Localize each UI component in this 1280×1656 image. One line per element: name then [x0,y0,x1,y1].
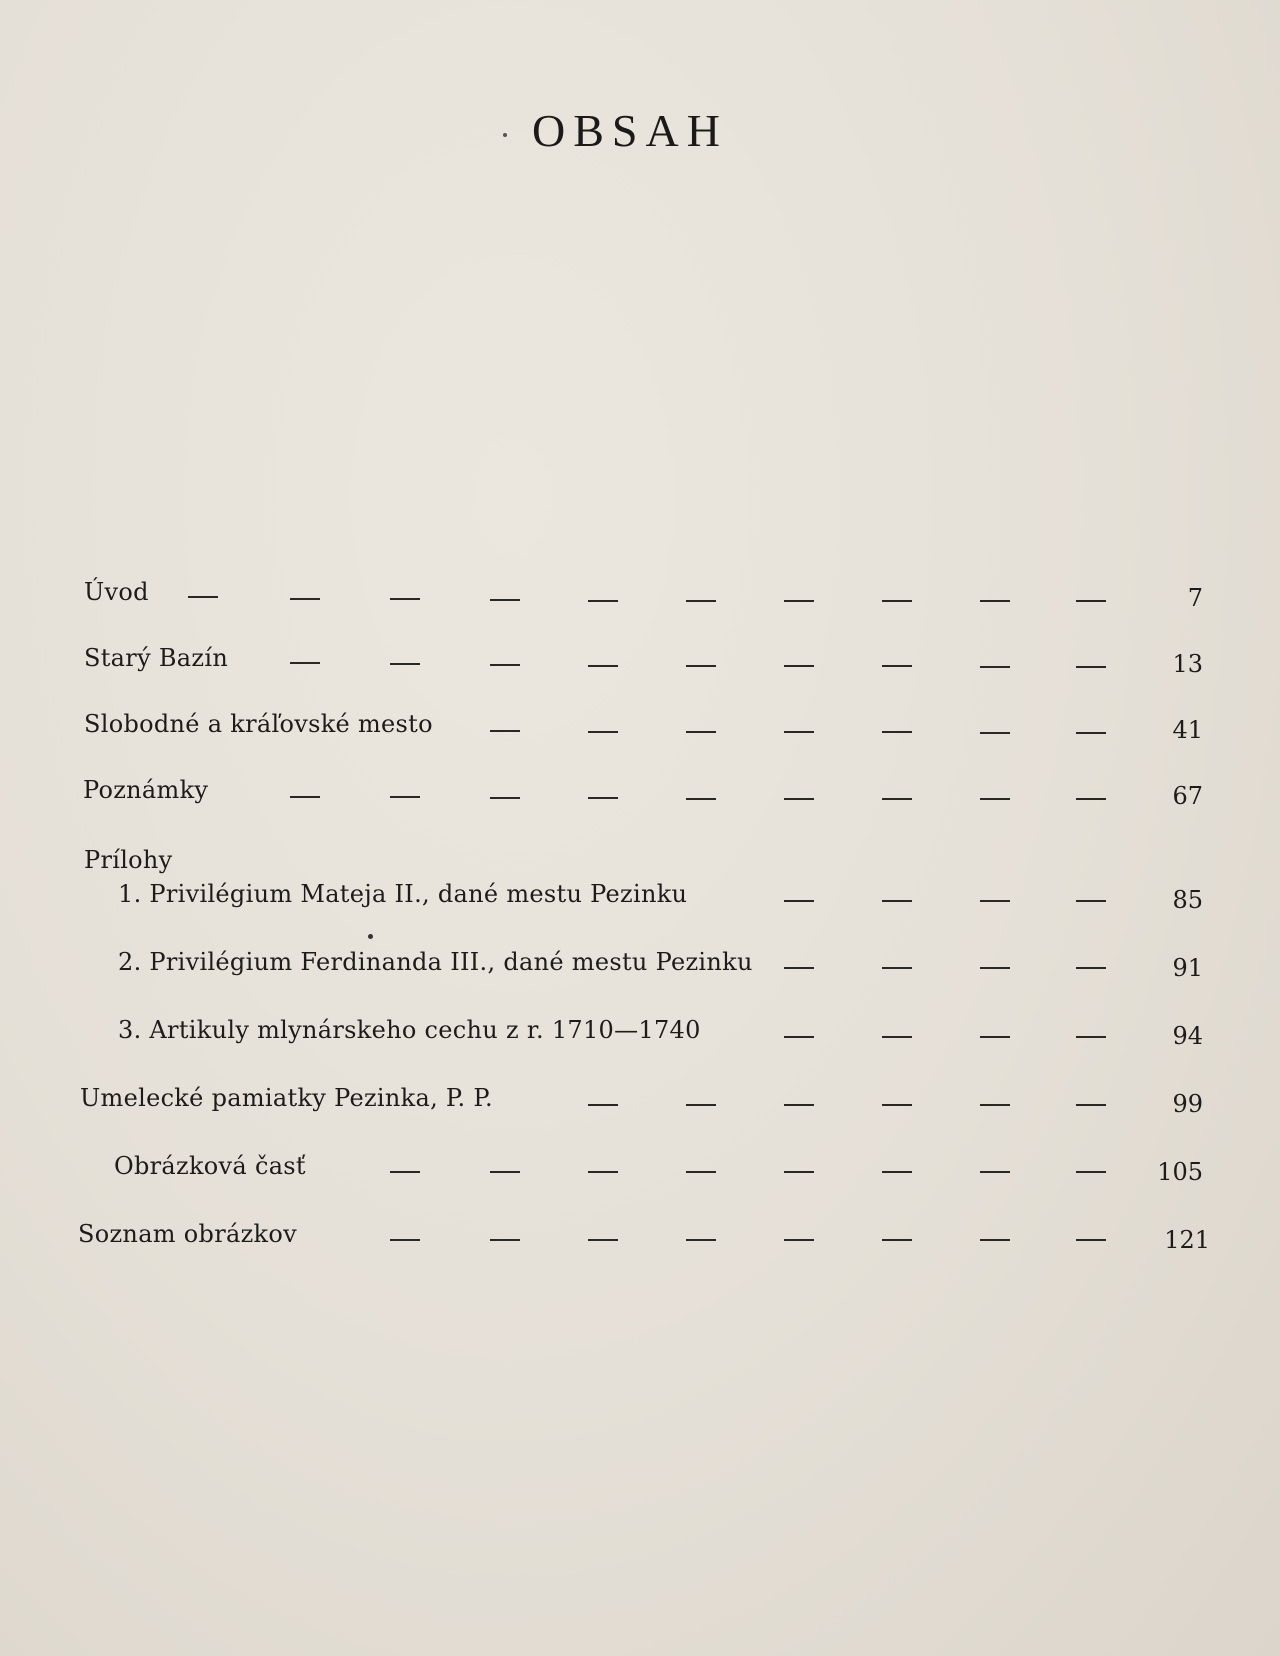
ink-speck [368,934,373,939]
toc-entry-priloha-1 [0,880,1280,920]
toc-entry-label: Slobodné a kráľovské mesto [84,710,433,738]
toc-entry-priloha-2 [0,948,1280,988]
toc-entry-page-number: 91 [1172,954,1203,982]
toc-entry-page-number: 94 [1172,1022,1203,1050]
toc-section-label: Prílohy [84,846,173,874]
toc-entry-page-number: 41 [1172,716,1203,744]
toc-entry-label: Obrázková časť [114,1152,306,1180]
page-title: OBSAH [532,105,728,156]
toc-entry-label: Starý Bazín [84,644,229,672]
toc-entry-label: 2. Privilégium Ferdinanda III., dané mestu Pezinku [118,948,753,976]
toc-entry-label: Poznámky [83,776,209,804]
toc-entry-label: 1. Privilégium Mateja II., dané mestu Pezinku [118,880,688,908]
toc-entry-label: Umelecké pamiatky Pezinka, P. P. [80,1084,493,1112]
toc-entry-page-number: 121 [1164,1226,1210,1254]
toc-entry-uvod [0,578,1280,618]
toc-entry-label: Soznam obrázkov [78,1220,297,1248]
toc-entry-soznam-obrazkov [0,1220,1280,1260]
toc-entry-stary-bazin [0,644,1280,684]
toc-entry-page-number: 67 [1172,782,1203,810]
toc-entry-page-number: 7 [1187,584,1203,612]
toc-entry-obrazkova-cast [0,1152,1280,1192]
toc-entry-slobodne-mesto [0,710,1280,750]
toc-entry-page-number: 13 [1172,650,1203,678]
toc-entry-priloha-3 [0,1016,1280,1056]
toc-entry-page-number: 105 [1157,1158,1203,1186]
toc-entry-label: 3. Artikuly mlynárskeho cechu z r. 1710—1740 [118,1016,701,1044]
toc-entry-page-number: 99 [1172,1090,1203,1118]
toc-entry-poznamky [0,776,1280,816]
toc-entry-umelecke-pamiatky [0,1084,1280,1124]
toc-entry-label: Úvod [84,578,149,606]
toc-entry-page-number: 85 [1172,886,1203,914]
